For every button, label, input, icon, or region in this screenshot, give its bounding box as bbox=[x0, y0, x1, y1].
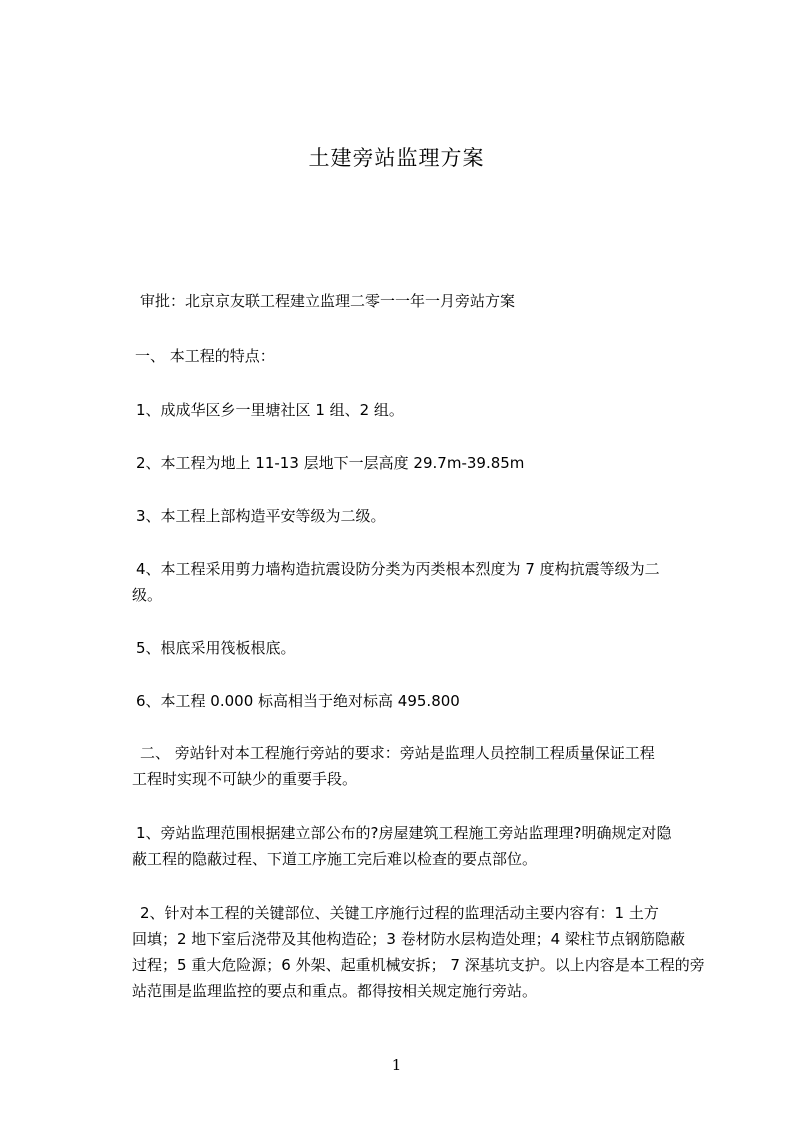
section-2-item-2-line-3: 过程；5 重大危险源；6 外架、起重机械安拆； 7 深基坑支护。以上内容是本工程的旁 bbox=[132, 956, 705, 974]
section-2-heading-line-2: 工程时实现不可缺少的重要手段。 bbox=[132, 770, 358, 788]
section-2-item-1-line-2: 蔽工程的隐蔽过程、下道工序施工完后难以检查的要点部位。 bbox=[132, 850, 538, 868]
section-2-heading-line-1: 二、 旁站针对本工程施行旁站的要求：旁站是监理人员控制工程质量保证工程 bbox=[140, 744, 655, 762]
approval-line: 审批：北京京友联工程建立监理二零一一年一月旁站方案 bbox=[140, 292, 516, 310]
section-2-item-1 bbox=[132, 822, 712, 870]
section-1-item-3: 3、本工程上部构造平安等级为二级。 bbox=[136, 507, 386, 525]
section-1-heading: 一、 本工程的特点： bbox=[135, 347, 275, 365]
section-1-item-5: 5、根底采用筏板根底。 bbox=[136, 639, 296, 657]
page-number: 1 bbox=[391, 1056, 402, 1074]
section-1-item-6: 6、本工程 0.000 标高相当于绝对标高 495.800 bbox=[136, 692, 460, 710]
section-1-item-2: 2、本工程为地上 11-13 层地下一层高度 29.7m-39.85m bbox=[136, 454, 525, 472]
section-1-item-4-continuation: 级。 bbox=[132, 586, 163, 604]
section-2-item-1-line-1: 1、旁站监理范围根据建立部公布的?房屋建筑工程施工旁站监理理?明确规定对隐 bbox=[136, 824, 672, 842]
section-2-item-2 bbox=[132, 902, 712, 1002]
document-title: 土建旁站监理方案 bbox=[308, 146, 485, 170]
section-2-item-2-line-2: 回填；2 地下室后浇带及其他构造砼；3 卷材防水层构造处理；4 梁柱节点钢筋隐蔽 bbox=[132, 930, 685, 948]
section-2-item-2-line-1: 2、针对本工程的关键部位、关键工序施行过程的监理活动主要内容有：1 土方 bbox=[140, 904, 659, 922]
section-2-heading bbox=[132, 742, 712, 790]
section-1-item-1: 1、成成华区乡一里塘社区 1 组、2 组。 bbox=[136, 401, 404, 419]
section-1-item-4: 4、本工程采用剪力墙构造抗震设防分类为丙类根本烈度为 7 度构抗震等级为二 bbox=[136, 560, 660, 578]
section-2-item-2-line-4: 站范围是监理监控的要点和重点。都得按相关规定施行旁站。 bbox=[132, 982, 538, 1000]
